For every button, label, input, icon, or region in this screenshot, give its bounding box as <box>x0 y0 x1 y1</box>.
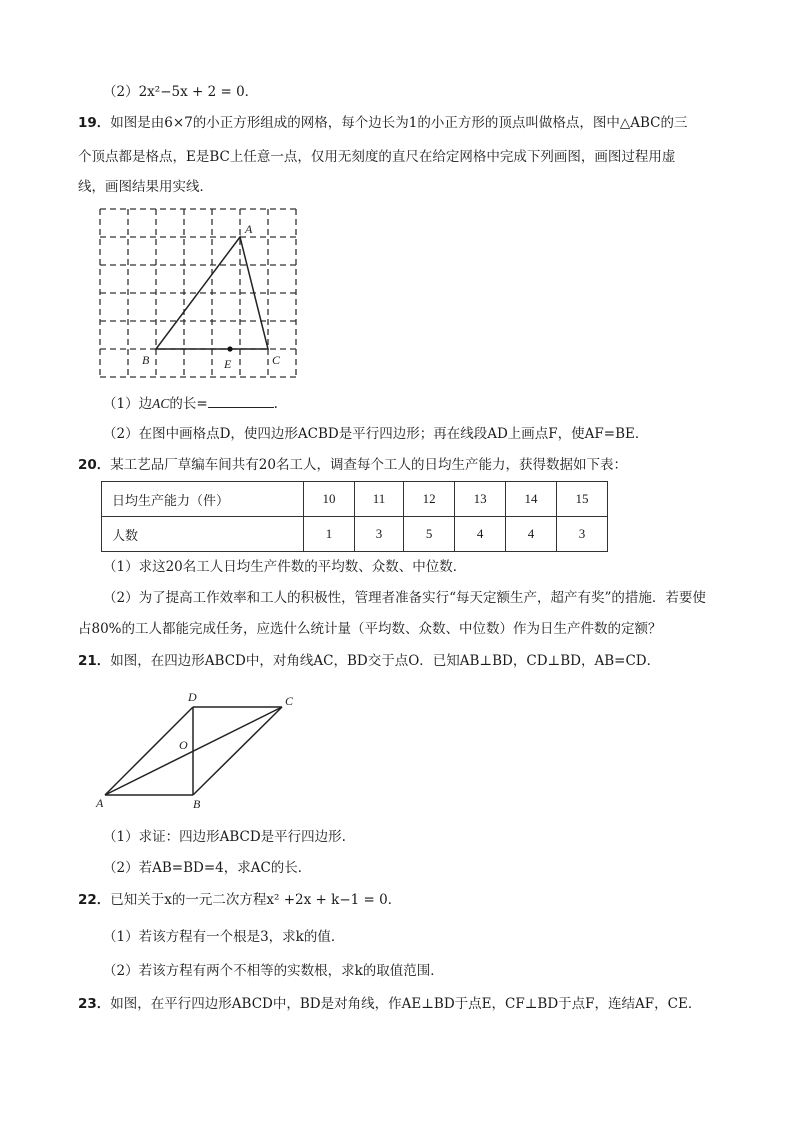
q19-line2: 个顶点都是格点，E是BC上任意一点，仅用无刻度的直尺在给定网格中完成下列画图，画图过程用虚 <box>78 149 676 165</box>
q19-part1-var: AC <box>152 396 170 411</box>
q19-text-1: 如图是由6×7的小正方形组成的网格，每个边长为1的小正方形的顶点叫做格点，图中△ABC的三 <box>110 115 688 131</box>
q20-number: 20． <box>78 457 111 473</box>
table-cell: 14 <box>506 482 557 517</box>
q21-intro: 如图，在四边形ABCD中，对角线AC，BD交于点O．已知AB⊥BD，CD⊥BD，AB=CD． <box>110 653 661 669</box>
table-cell: 13 <box>455 482 506 517</box>
table-cell: 3 <box>556 517 607 552</box>
table-cell: 12 <box>404 482 455 517</box>
point-e <box>227 346 232 351</box>
q21-number: 21． <box>78 653 111 669</box>
q23-intro: 如图，在平行四边形ABCD中，BD是对角线，作AE⊥BD于点E，CF⊥BD于点F，连结AF，CE． <box>110 996 702 1012</box>
table-row-label: 人数 <box>102 517 304 552</box>
q19-part1-end: . <box>273 396 278 412</box>
q22-part1: （1）若该方程有一个根是3，求k的值． <box>103 929 345 945</box>
q22-part2: （2）若该方程有两个不相等的实数根，求k的取值范围． <box>103 963 444 979</box>
q23-intro-line <box>78 994 701 1014</box>
q19-number: 19． <box>78 115 111 131</box>
q19-part2: （2）在图中画格点D，使四边形ACBD是平行四边形；再在线段AD上画点F，使AF=BE． <box>103 426 649 442</box>
answer-blank[interactable] <box>208 393 274 408</box>
q20-part2-line1: （2）为了提高工作效率和工人的积极性，管理者准备实行“每天定额生产，超产有奖”的措施．若要使 <box>103 590 706 606</box>
label-b: B <box>193 797 201 811</box>
q21-quadrilateral-figure <box>90 685 310 815</box>
table-cell: 4 <box>455 517 506 552</box>
q21-part2: （2）若AB=BD=4，求AC的长． <box>103 860 312 876</box>
q20-intro-line <box>78 455 627 475</box>
label-b: B <box>142 353 150 367</box>
label-c: C <box>285 694 294 708</box>
table-row <box>102 482 608 517</box>
q20-part1: （1）求这20名工人日均生产件数的平均数、众数、中位数． <box>103 559 467 575</box>
q19-part1-prefix: （1）边 <box>103 396 153 412</box>
label-e: E <box>224 357 232 371</box>
label-a: A <box>245 222 253 236</box>
label-o: O <box>179 738 188 752</box>
table-cell: 10 <box>304 482 355 517</box>
q19-part1 <box>103 393 278 414</box>
label-d: D <box>188 690 197 704</box>
label-a: A <box>96 796 104 810</box>
q21-part1: （1）求证：四边形ABCD是平行四边形. <box>103 829 346 845</box>
q22-number: 22． <box>78 892 111 908</box>
q19-line1 <box>78 113 688 133</box>
q20-data-table <box>101 481 608 552</box>
table-cell: 1 <box>304 517 355 552</box>
label-c: C <box>272 353 281 367</box>
table-cell: 5 <box>404 517 455 552</box>
table-row <box>102 517 608 552</box>
q22-intro-line <box>78 890 401 910</box>
q18-part2: （2）2x²−5x + 2 = 0． <box>103 84 259 100</box>
q20-part2-line2: 占80%的工人都能完成任务，应选什么统计量（平均数、众数、中位数）作为日生产件数的定额？ <box>78 621 662 637</box>
q19-grid-figure <box>90 200 310 390</box>
table-cell: 3 <box>354 517 403 552</box>
q23-number: 23． <box>78 996 111 1012</box>
q20-intro: 某工艺品厂草编车间共有20名工人，调查每个工人的日均生产能力，获得数据如下表： <box>110 457 627 473</box>
q22-intro: 已知关于x的一元二次方程x² +2x + k−1 = 0． <box>110 892 402 908</box>
table-cell: 4 <box>506 517 557 552</box>
table-cell: 11 <box>354 482 403 517</box>
table-header-label: 日均生产能力（件） <box>102 482 304 517</box>
segment-bc <box>193 707 282 795</box>
q19-line3: 线，画图结果用实线． <box>78 179 213 195</box>
q19-part1-suffix: 的长= <box>169 396 208 412</box>
q21-intro-line <box>78 651 660 671</box>
table-cell: 15 <box>556 482 607 517</box>
